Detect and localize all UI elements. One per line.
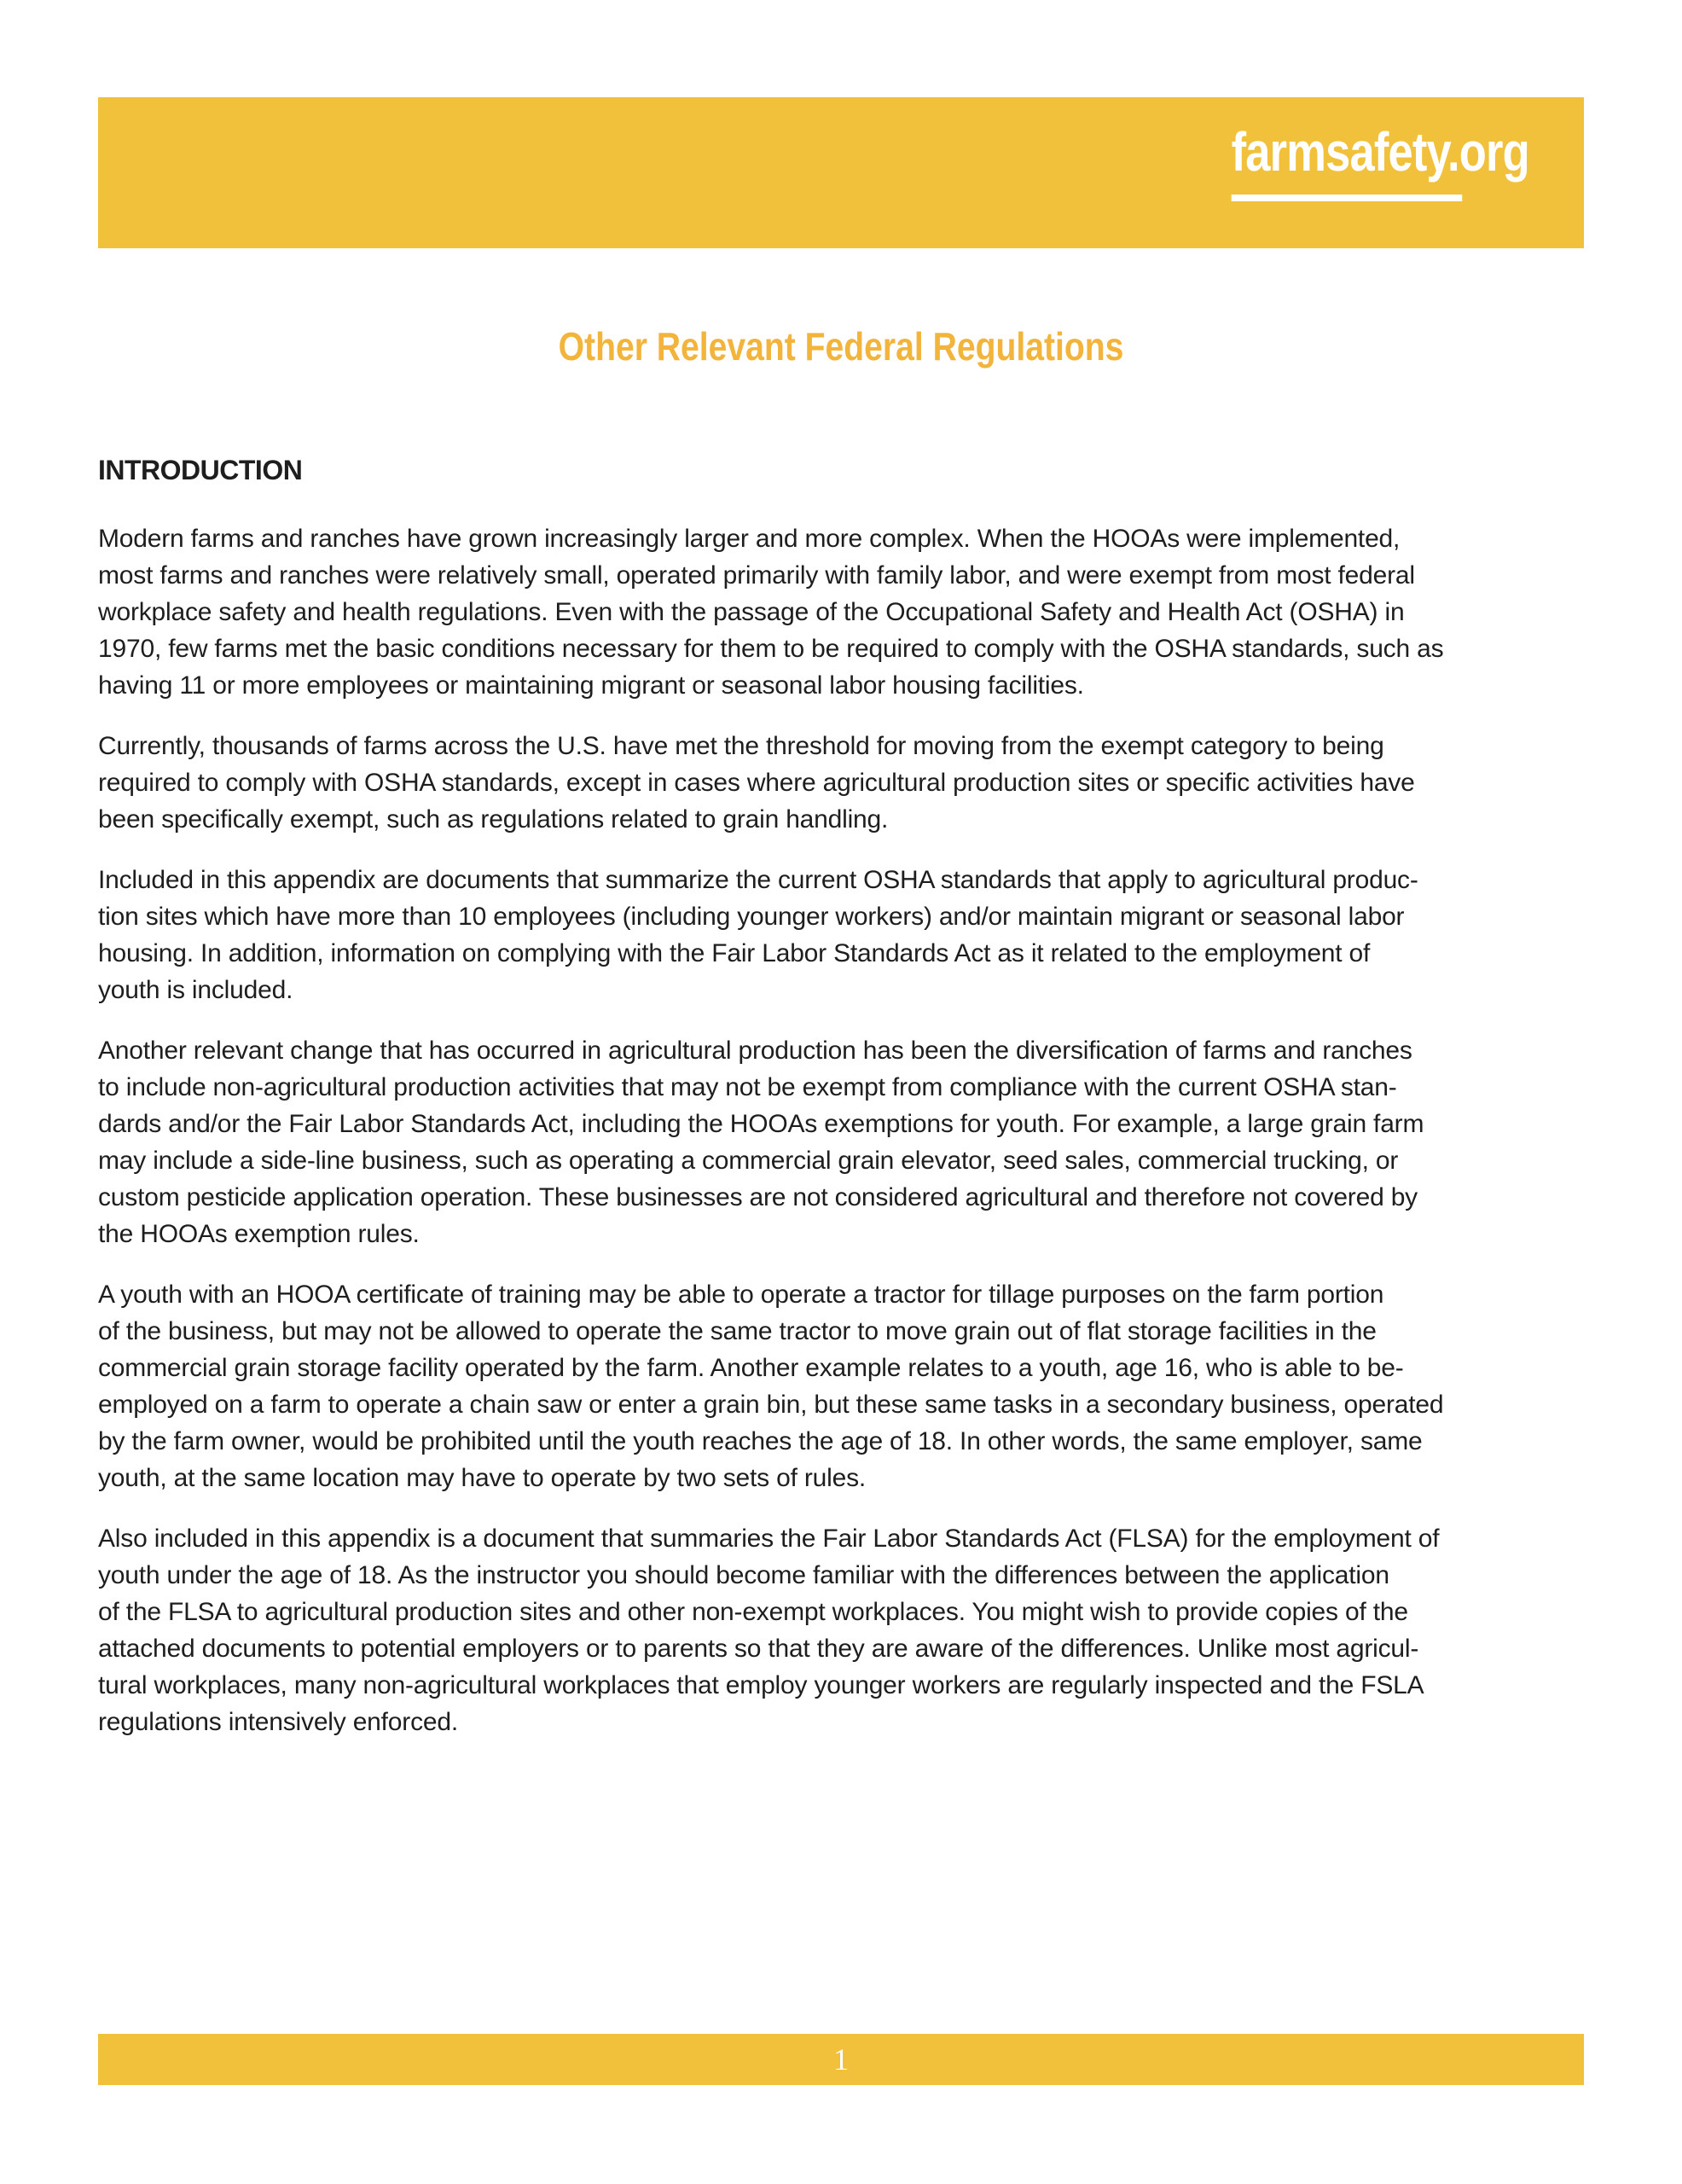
paragraph-line: attached documents to potential employers or to parents so that they are aware of the differences. Unlike most agricul- <box>98 1635 1419 1663</box>
logo-text: farmsafety.org <box>1231 121 1529 183</box>
page-number: 1 <box>833 2042 849 2077</box>
paragraph-line: may include a side-line business, such as operating a commercial grain elevator, seed sales, commercial trucking, or <box>98 1147 1399 1175</box>
paragraph-line: dards and/or the Fair Labor Standards Act, including the HOOAs exemptions for youth. For example, a large grain farm <box>98 1110 1424 1138</box>
paragraph-line: commercial grain storage facility operated by the farm. Another example relates to a youth, age 16, who is able to be- <box>98 1354 1404 1382</box>
paragraph-line: employed on a farm to operate a chain saw or enter a grain bin, but these same tasks in a secondary business, operated <box>98 1391 1444 1419</box>
paragraph-line: 1970, few farms met the basic conditions necessary for them to be required to comply with the OSHA standards, such as <box>98 635 1444 663</box>
paragraph-line: A youth with an HOOA certificate of training may be able to operate a tractor for tillage purposes on the farm portion <box>98 1281 1384 1309</box>
document-body <box>98 453 1584 1740</box>
paragraph-line: been specifically exempt, such as regulations related to grain handling. <box>98 805 889 834</box>
paragraph <box>98 520 1584 704</box>
paragraph-line: the HOOAs exemption rules. <box>98 1220 420 1248</box>
paragraph-line: to include non-agricultural production activities that may not be exempt from compliance with the current OSHA stan- <box>98 1073 1397 1101</box>
paragraph <box>98 862 1584 1008</box>
paragraph-line: having 11 or more employees or maintaining migrant or seasonal labor housing facilities. <box>98 671 1084 700</box>
paragraph-line: Modern farms and ranches have grown increasingly larger and more complex. When the HOOAs were implemented, <box>98 525 1401 553</box>
paragraph <box>98 1032 1584 1252</box>
paragraph-line: most farms and ranches were relatively small, operated primarily with family labor, and were exempt from most federal <box>98 561 1415 590</box>
paragraph <box>98 1276 1584 1496</box>
paragraph-line: Currently, thousands of farms across the U.S. have met the threshold for moving from the exempt category to being <box>98 732 1384 760</box>
paragraph-line: tion sites which have more than 10 employees (including younger workers) and/or maintain migrant or seasonal labor <box>98 903 1405 931</box>
paragraph-line: workplace safety and health regulations. Even with the passage of the Occupational Safety and Health Act (OSHA) in <box>98 598 1405 626</box>
paragraphs <box>98 520 1584 1740</box>
paragraph-line: Included in this appendix are documents that summarize the current OSHA standards that apply to agricultural produc- <box>98 866 1418 894</box>
paragraph-line: required to comply with OSHA standards, except in cases where agricultural production sites or specific activities have <box>98 769 1415 797</box>
paragraph-line: housing. In addition, information on complying with the Fair Labor Standards Act as it related to the employment of <box>98 939 1371 967</box>
paragraph-line: youth, at the same location may have to operate by two sets of rules. <box>98 1464 867 1492</box>
paragraph-line: custom pesticide application operation. These businesses are not considered agricultural and therefore not covered by <box>98 1183 1418 1211</box>
paragraph-line: youth is included. <box>98 976 293 1004</box>
paragraph-line: youth under the age of 18. As the instructor you should become familiar with the differences between the application <box>98 1561 1389 1589</box>
paragraph-line: regulations intensively enforced. <box>98 1708 458 1736</box>
header-banner <box>98 97 1584 248</box>
paragraph-line: of the FLSA to agricultural production sites and other non-exempt workplaces. You might wish to provide copies of the <box>98 1598 1408 1626</box>
paragraph <box>98 1520 1584 1740</box>
paragraph-line: Also included in this appendix is a document that summaries the Fair Labor Standards Act (FLSA) for the employment of <box>98 1525 1440 1553</box>
page-title: Other Relevant Federal Regulations <box>558 324 1124 369</box>
paragraph <box>98 728 1584 838</box>
logo <box>1231 121 1529 201</box>
paragraph-line: Another relevant change that has occurred in agricultural production has been the diversification of farms and ranches <box>98 1037 1412 1065</box>
section-heading: INTRODUCTION <box>98 455 303 485</box>
paragraph-line: by the farm owner, would be prohibited until the youth reaches the age of 18. In other words, the same employer, same <box>98 1427 1423 1455</box>
footer-banner <box>98 2034 1584 2085</box>
paragraph-line: of the business, but may not be allowed to operate the same tractor to move grain out of flat storage facilities in the <box>98 1317 1377 1345</box>
paragraph-line: tural workplaces, many non-agricultural workplaces that employ younger workers are regularly inspected and the FSLA <box>98 1671 1424 1699</box>
logo-underline <box>1232 195 1463 201</box>
